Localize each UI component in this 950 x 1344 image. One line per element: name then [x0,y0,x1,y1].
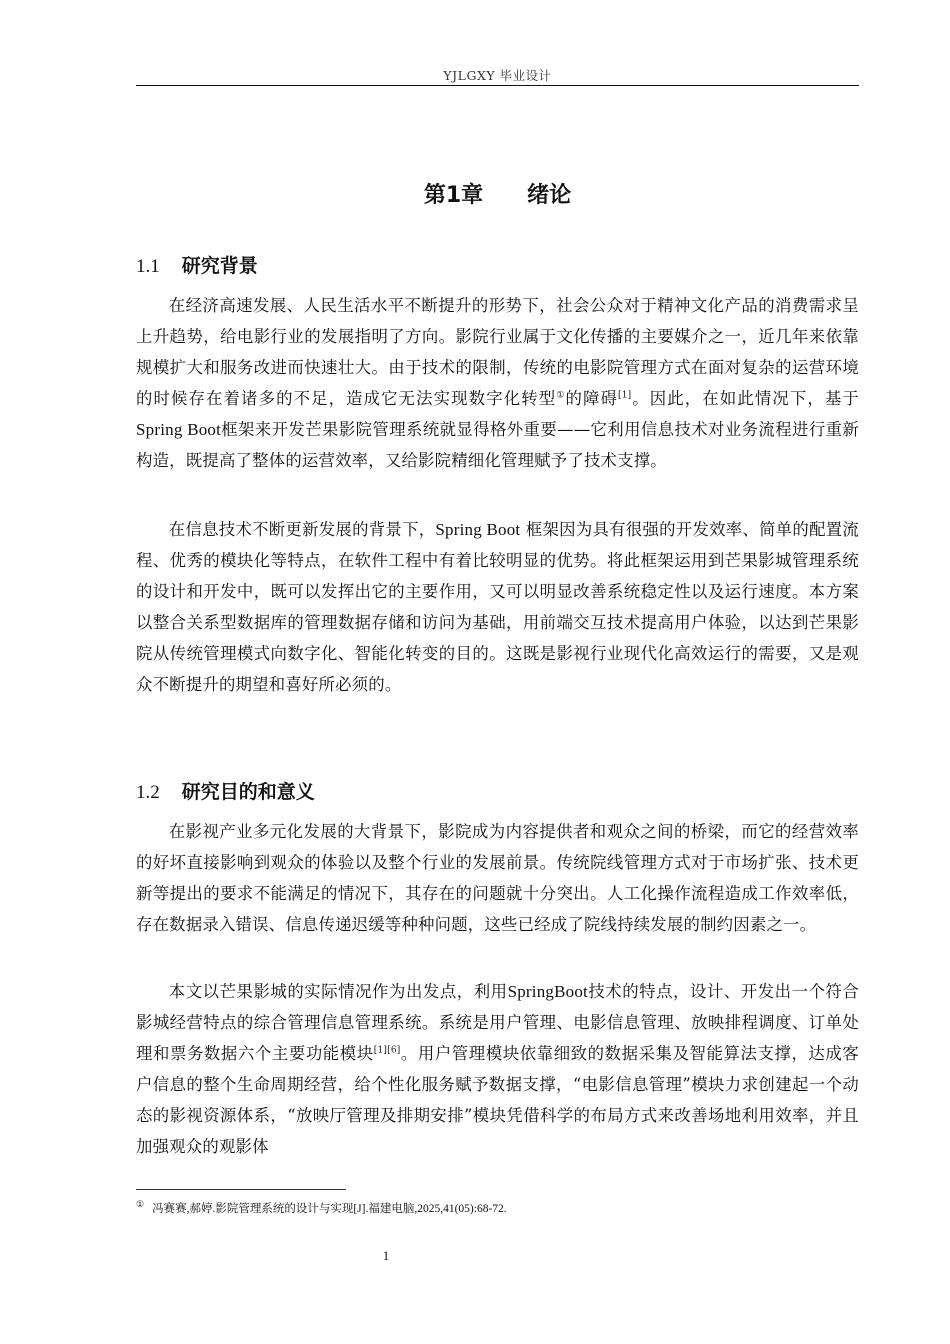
header-divider [136,85,859,86]
footnote-text: 冯赛赛,郝婷.影院管理系统的设计与实现[J].福建电脑,2025,41(05):68-72. [152,1202,507,1215]
footnote-divider [136,1189,346,1190]
section-number: 1.2 [136,782,160,803]
paragraph-purpose-2: 本文以芒果影城的实际情况作为出发点，利用SpringBoot技术的特点，设计、开发出一个符合影城经营特点的综合管理信息管理系统。系统是用户管理、电影信息管理、放映排程调度、订单处理和票务数据六个主要功能模块[1][6]。用户管理模块依靠细致的数据采集及智能算法支撑，达成客户信息的整个生命周期经营，给个性化服务赋予数据支撑，“电影信息管理”模块力求创建起一个动态的影视资源体系，“放映厅管理及排期安排”模块凭借科学的布局方式来改善场地利用效率，并且加强观众的观影体 [136,982,860,1156]
paragraph-purpose-1: 在影视产业多元化发展的大背景下，影院成为内容提供者和观众之间的桥梁，而它的经营效率的好坏直接影响到观众的体验以及整个行业的发展前景。传统院线管理方式对于市场扩张、技术更新等提出的要求不能满足的情况下，其存在的问题就十分突出。人工化操作流程造成工作效率低，存在数据录入错误、信息传递迟缓等种种问题，这些已经成了院线持续发展的制约因素之一。 [136,822,859,934]
footnote [136,1199,507,1216]
footnote-mark: ① [136,1199,145,1209]
chapter-title: 第1章 绪论 [423,183,572,208]
footnote-ref: ① [556,390,566,401]
page-header: YJLGXY 毕业设计 [443,68,552,83]
page-number: 1 [382,1248,390,1263]
citation-ref: [1] [617,390,632,401]
section-number: 1.1 [136,256,160,277]
paragraph-background-1: 在经济高速发展、人民生活水平不断提升的形势下，社会公众对于精神文化产品的消费需求呈上升趋势，给电影行业的发展指明了方向。影院行业属于文化传播的主要媒介之一，近几年来依靠规模扩大和服务改进而快速壮大。由于技术的限制，传统的电影院管理方式在面对复杂的运营环境的时候存在着诸多的不足，造成它无法实现数字化转型①的障碍[1]。因此，在如此情况下，基于Spring Boot框架来开发芒果影院管理系统就显得格外重要——它利用信息技术对业务流程进行重新构造，既提高了整体的运营效率，又给影院精细化管理赋予了技术支撑。 [136,296,859,470]
section-heading-1-2 [136,777,315,804]
section-title: 研究背景 [181,255,258,277]
section-heading-1-1 [136,251,258,278]
paragraph-background-2: 在信息技术不断更新发展的背景下，Spring Boot 框架因为具有很强的开发效率、简单的配置流程、优秀的模块化等特点，在软件工程中有着比较明显的优势。将此框架运用到芒果影城管理系统的设计和开发中，既可以发挥出它的主要作用，又可以明显改善系统稳定性以及运行速度。本方案以整合关系型数据库的管理数据存储和访问为基础，用前端交互技术提高用户体验，以达到芒果影院从传统管理模式向数字化、智能化转变的目的。这既是影视行业现代化高效运行的需要，又是观众不断提升的期望和喜好所必须的。 [136,520,860,694]
section-title: 研究目的和意义 [181,781,315,803]
citation-ref: [1][6] [373,1045,401,1056]
